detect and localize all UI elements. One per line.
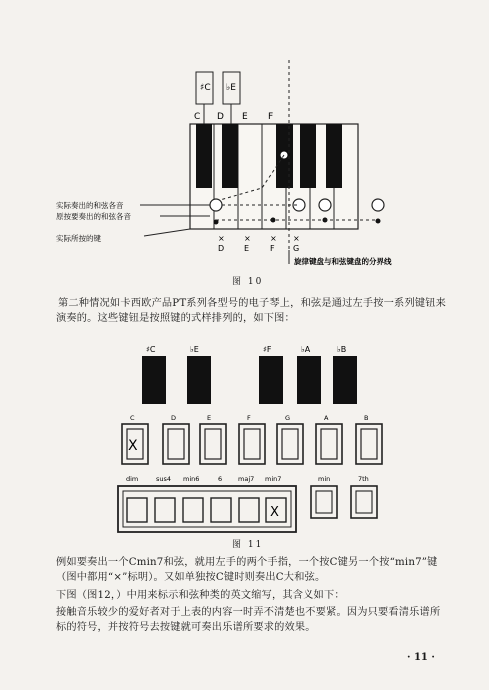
fig11-mark: X [270, 505, 279, 520]
fig10-bottom-label: D [218, 244, 225, 253]
fig11-white-keys [122, 414, 382, 464]
paragraph-1: 第二种情况如卡西欧产品PT系列各型号的电子琴上，和弦是通过左手按一系列键钮来演奏的。这些键钮是按照键的式样排列的，如下图： [56, 298, 446, 324]
paragraph-4: 接触音乐较少的爱好者对于上表的内容一时弄不清楚也不要紧。因为只要看清乐谱所标的符号，并按符号去按键就可奏出乐谱所要求的效果。 [56, 607, 441, 633]
fig10-top-label: ♭E [226, 83, 236, 93]
fig10-legend: 原按要奏出的和弦各音 [56, 212, 131, 221]
fig10-bottom-label: F [270, 244, 275, 253]
fig10-bottom-label: E [244, 244, 250, 253]
fig11-white-label: G [285, 414, 291, 422]
fig11-extra-label: 7th [358, 475, 369, 483]
paragraph-2: 例如要奏出一个Cmin7和弦，就用左手的两个手指，一个按C键另一个按“min7”键（图中都用“×”标明）。又如单独按C键时则奏出C大和弦。 [56, 557, 438, 583]
fig10-bottom-label: G [293, 244, 300, 253]
fig10-bottom-mark: × [244, 234, 251, 243]
fig11-black-label: ♭B [337, 345, 347, 354]
paragraph-3: 下图（图12，）中用来标示和弦种类的英文缩写，其含义如下： [56, 590, 345, 601]
figure-10 [0, 0, 489, 290]
fig11-mark: X [128, 438, 138, 454]
fig11-white-label: A [324, 414, 329, 422]
fig11-extra-label: min [318, 475, 331, 483]
fig10-bottom-mark: × [218, 234, 225, 243]
fig11-chord-label: dim [126, 475, 139, 483]
fig11-white-label: B [364, 414, 369, 422]
fig11-white-label: E [207, 414, 212, 422]
fig11-chord-label: sus4 [156, 475, 172, 483]
fig10-key-label: C [194, 112, 201, 122]
fig10-split-label: 旋律键盘与和弦键盘的分界线 [294, 257, 392, 266]
fig11-chord-label: maj7 [238, 475, 255, 483]
fig10-bottom-mark: × [270, 234, 277, 243]
fig11-black-label: ♭A [301, 345, 311, 354]
fig11-chord-label: min7 [265, 475, 282, 483]
fig11-chord-label: 6 [218, 475, 223, 483]
fig10-legend: 实际奏出的和弦各音 [56, 201, 124, 210]
fig11-white-label: C [130, 414, 135, 422]
fig10-key-label: F [268, 112, 274, 122]
fig10-key-label: D [217, 112, 224, 122]
fig11-caption: 图 11 [232, 540, 264, 550]
fig11-black-label: ♯C [146, 345, 156, 354]
fig10-top-label: ♯C [200, 83, 211, 93]
fig10-caption: 图 10 [232, 277, 264, 287]
fig10-legend: 实际所按的键 [56, 234, 101, 243]
fig11-black-label: ♭E [190, 345, 199, 354]
fig10-bottom-mark: × [293, 234, 300, 243]
fig11-white-label: F [247, 414, 251, 422]
figure-11 [0, 336, 489, 546]
fig11-black-label: ♯F [263, 345, 272, 354]
fig10-key-label: E [242, 112, 248, 122]
page-number: · 11 · [407, 652, 435, 663]
fig11-white-label: D [171, 414, 177, 422]
fig11-chord-label: min6 [183, 475, 200, 483]
